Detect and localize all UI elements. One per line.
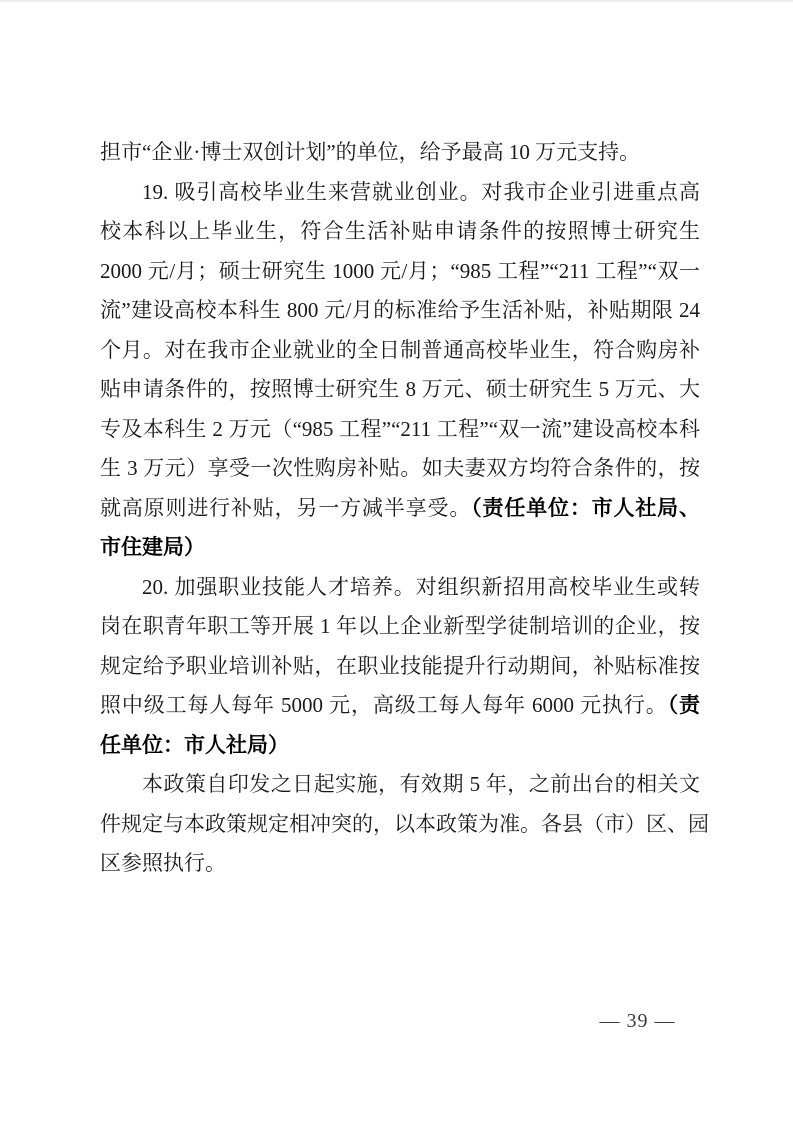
responsibility-unit-text: （责 xyxy=(667,694,701,717)
text-line xyxy=(100,686,700,726)
body-text-run: 照中级工每人每年 5000 元，高级工每人每年 6000 元执行。 xyxy=(100,693,668,717)
text-line xyxy=(100,489,700,529)
body-text-run: 校本科以上毕业生，符合生活补贴申请条件的按照博士研究生 xyxy=(100,219,700,243)
text-line xyxy=(100,647,700,687)
body-text-run: 岗在职青年职工等开展 1 年以上企业新型学徒制培训的企业，按 xyxy=(100,614,700,638)
text-line xyxy=(100,528,700,568)
text-line xyxy=(100,370,700,410)
text-line xyxy=(100,133,700,173)
body-text-run: 担市“企业·博士双创计划”的单位，给予最高 10 万元支持。 xyxy=(100,140,641,164)
page-top-edge xyxy=(0,0,793,2)
page-number: — 39 — xyxy=(599,1010,676,1032)
body-text-run: 个月。对在我市企业就业的全日制普通高校毕业生，符合购房补 xyxy=(100,337,700,362)
body-text-run: 19. 吸引高校毕业生来营就业创业。对我市企业引进重点高 xyxy=(142,179,700,204)
responsibility-unit-text: 市住建局） xyxy=(100,536,205,559)
text-line xyxy=(100,568,700,608)
body-text-run: 规定给予职业培训补贴，在职业技能提升行动期间，补贴标准按 xyxy=(100,653,700,678)
text-line xyxy=(100,252,700,292)
text-line xyxy=(100,212,700,252)
body-text-run: 专及本科生 2 万元（“985 工程”“211 工程”“双一流”建设高校本科 xyxy=(100,416,700,441)
text-line xyxy=(100,173,700,213)
body-text-run: 生 3 万元）享受一次性购房补贴。如夫妻双方均符合条件的，按 xyxy=(100,456,700,480)
text-line xyxy=(100,291,700,331)
text-line xyxy=(100,805,709,845)
body-text-run: 2000 元/月；硕士研究生 1000 元/月；“985 工程”“211 工程”“双一 xyxy=(100,258,700,283)
body-text-run: 本政策自印发之日起实施，有效期 5 年，之前出台的相关文 xyxy=(142,772,700,796)
text-line xyxy=(100,726,700,766)
body-text-run: 件规定与本政策规定相冲突的，以本政策为准。各县（市）区、园 xyxy=(100,811,709,836)
responsibility-unit-text: 任单位：市人社局） xyxy=(100,733,289,757)
text-line xyxy=(100,449,700,489)
text-line xyxy=(100,331,700,371)
text-line xyxy=(100,844,700,884)
body-text-run: 贴申请条件的，按照博士研究生 8 万元、硕士研究生 5 万元、大 xyxy=(100,377,700,401)
body-text-run: 流”建设高校本科生 800 元/月的标准给予生活补贴，补贴期限 24 xyxy=(100,298,700,322)
body-text-run: 就高原则进行补贴，另一方减半享受。 xyxy=(100,495,472,520)
responsibility-unit-text: （责任单位：市人社局、 xyxy=(471,496,701,520)
body-text-run: 区参照执行。 xyxy=(100,851,226,875)
document-body xyxy=(100,133,709,884)
body-text-run: 20. 加强职业技能人才培养。对组织新招用高校毕业生或转 xyxy=(142,574,700,599)
text-line xyxy=(100,765,700,805)
text-line xyxy=(100,410,700,450)
text-line xyxy=(100,607,700,647)
